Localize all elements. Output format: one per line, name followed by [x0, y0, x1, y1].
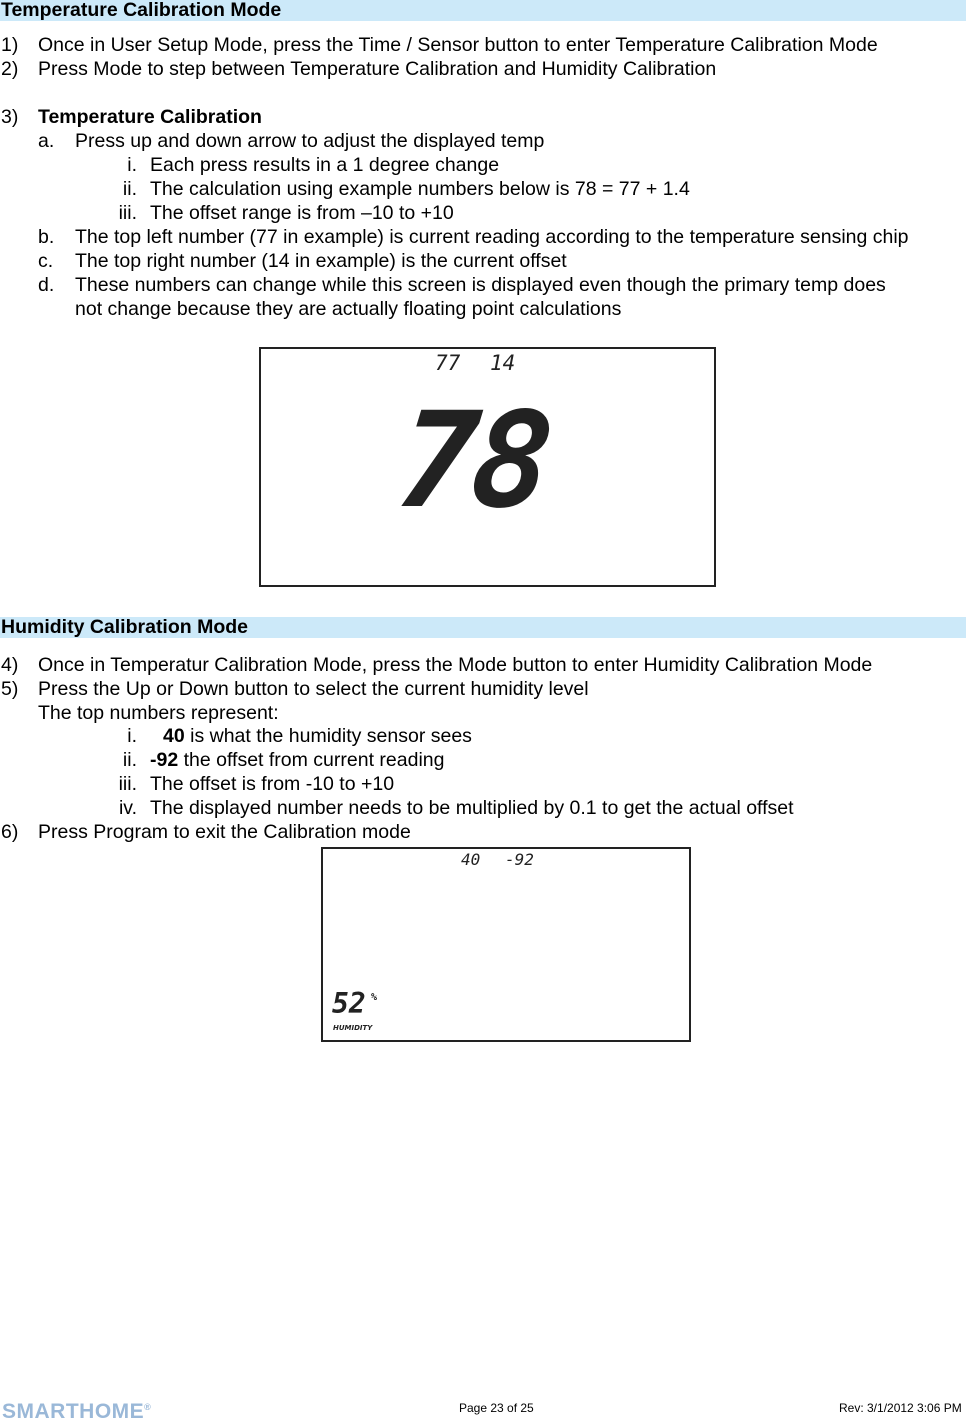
subitem-numeral: i. [127, 154, 137, 176]
subitem-numeral: ii. [122, 178, 137, 200]
lcd-humidity-offset: -92 [505, 850, 534, 869]
item-text: not change because they are actually floating point calculations [75, 298, 622, 320]
subitem-text: The calculation using example numbers below is 78 = 77 + 1.4 [150, 178, 690, 200]
step-text: Press Mode to step between Temperature Calibration and Humidity Calibration [38, 58, 717, 80]
subitem-rest: is what the humidity sensor sees [184, 725, 472, 747]
subitem-numeral: iii. [118, 773, 137, 795]
lcd-offset: 14 [490, 351, 516, 375]
subitem-text [150, 748, 444, 772]
item-letter: c. [38, 250, 54, 272]
subitem-numeral: iv. [118, 797, 137, 819]
subitem-rest: the offset from current reading [178, 749, 445, 771]
item-text: The top right number (14 in example) is the current offset [75, 250, 567, 272]
section-header-humidity: Humidity Calibration Mode [0, 617, 966, 638]
lcd-current-reading: 77 [435, 351, 461, 375]
revision-date: Rev: 3/1/2012 3:06 PM [839, 1401, 962, 1415]
item-letter: a. [38, 130, 55, 152]
step-number: 6) [1, 821, 19, 843]
subitem-text: The offset range is from –10 to +10 [150, 202, 454, 224]
subitem-text: The offset is from -10 to +10 [150, 773, 395, 795]
item-letter: d. [38, 274, 55, 296]
subitem-numeral: iii. [118, 202, 137, 224]
subitem-bold: 40 [163, 725, 185, 747]
subitem-numeral: i. [127, 725, 137, 747]
step-number: 4) [1, 654, 19, 676]
temperature-lcd-display [259, 347, 716, 587]
logo-text: SMARTHOME [2, 1400, 145, 1423]
humidity-lcd-display [321, 847, 691, 1042]
item-text: These numbers can change while this screen is displayed even though the primary temp does [75, 274, 886, 296]
item-text: Press up and down arrow to adjust the displayed temp [75, 130, 545, 152]
step-text: Once in User Setup Mode, press the Time / Sensor button to enter Temperature Calibration Mode [38, 34, 878, 56]
step-number: 3) [1, 106, 19, 128]
step-text: Press the Up or Down button to select the current humidity level [38, 678, 589, 700]
step-text: Press Program to exit the Calibration mode [38, 821, 411, 843]
smarthome-logo [2, 1400, 151, 1424]
lcd-humidity-reading: 40 [461, 850, 481, 869]
lcd-humidity-value: 52 [332, 987, 366, 1020]
subitem-text: Each press results in a 1 degree change [150, 154, 500, 176]
step-number: 2) [1, 58, 19, 80]
logo-registered-mark: ® [144, 1402, 152, 1412]
step-text: Once in Temperatur Calibration Mode, press the Mode button to enter Humidity Calibration Mode [38, 654, 873, 676]
section-header-temperature: Temperature Calibration Mode [0, 0, 966, 21]
intro-text: The top numbers represent: [38, 702, 279, 724]
lcd-main-temperature: 78 [390, 384, 555, 538]
lcd-humidity-label: HUMIDITY [333, 1024, 373, 1032]
subitem-text [163, 724, 472, 748]
page-number: Page 23 of 25 [459, 1401, 534, 1415]
subsection-title: Temperature Calibration [38, 106, 262, 128]
step-number: 5) [1, 678, 19, 700]
item-text: The top left number (77 in example) is current reading according to the temperature sensing chip [75, 226, 909, 248]
subitem-numeral: ii. [122, 749, 137, 771]
step-number: 1) [1, 34, 19, 56]
subitem-bold: -92 [150, 749, 179, 771]
subitem-text: The displayed number needs to be multiplied by 0.1 to get the actual offset [150, 797, 794, 819]
lcd-percent-symbol: % [371, 992, 378, 1003]
item-letter: b. [38, 226, 55, 248]
